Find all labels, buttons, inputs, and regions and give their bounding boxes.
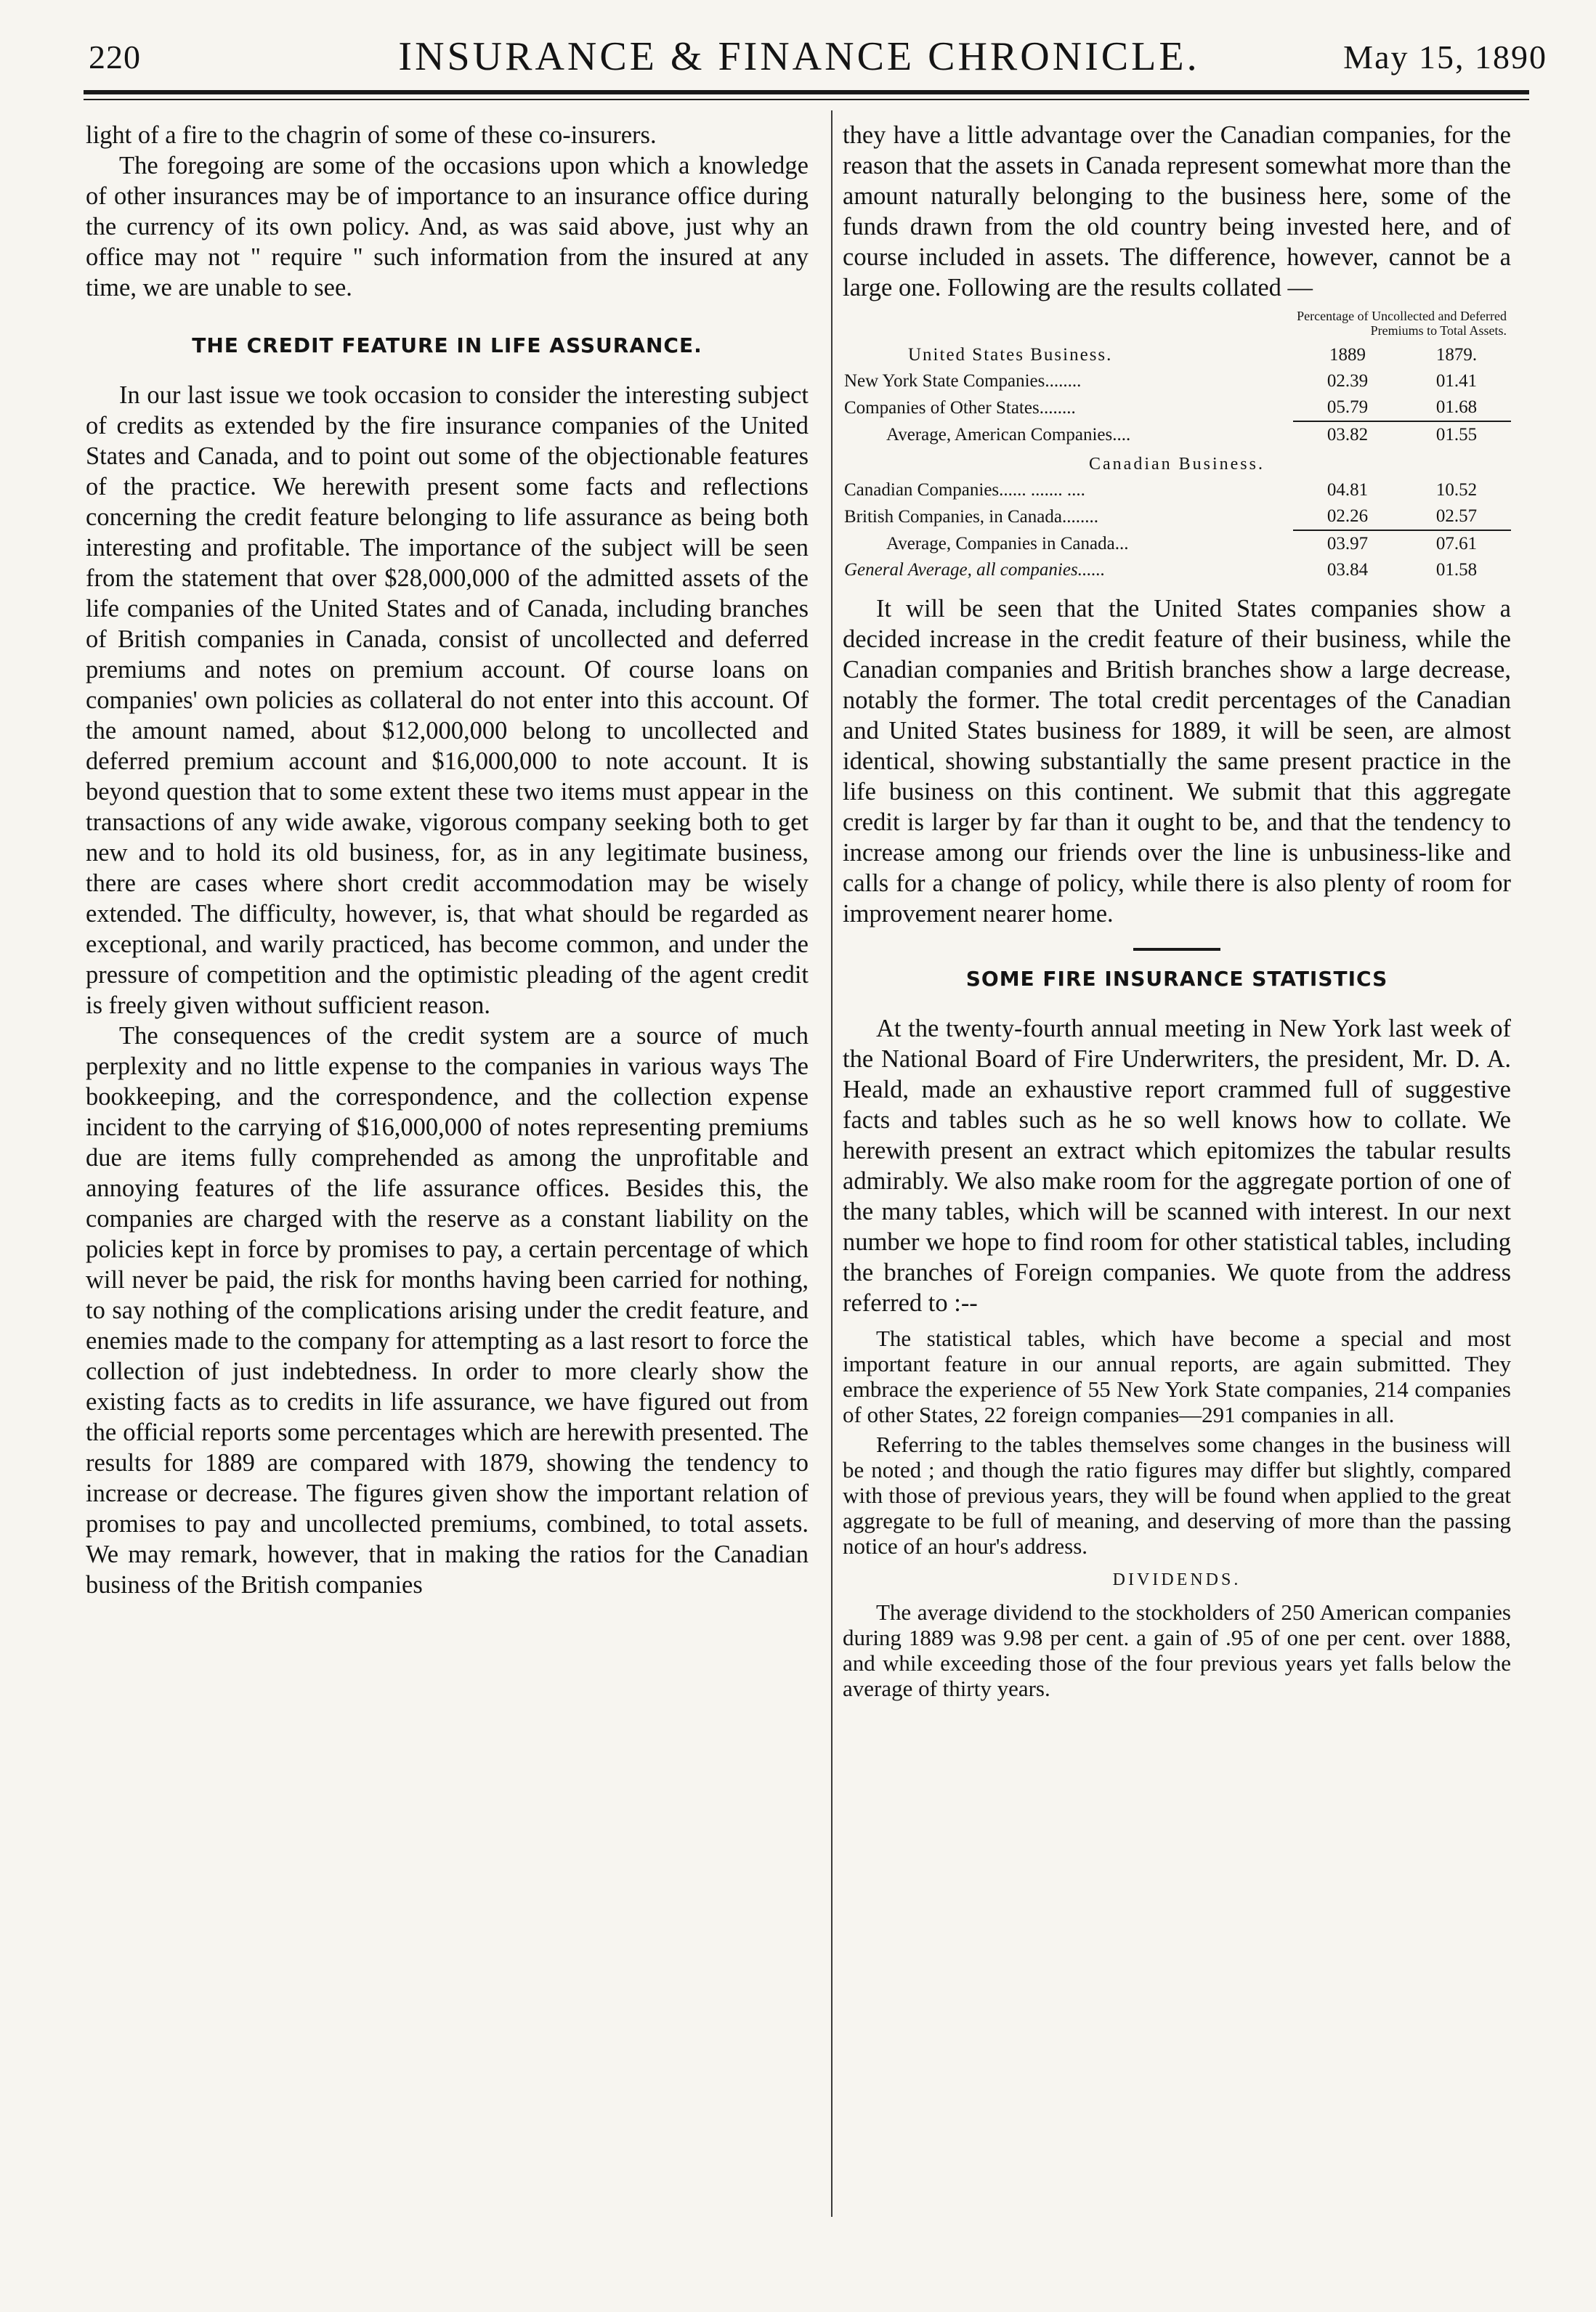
- paragraph: The average dividend to the stockholders of 250 American companies during 1889 was 9.98 per cent. a gain of .95 of one per cent. over 1888, and while exceeding those of the four previous years yet falls below the average of thirty years.: [843, 1599, 1511, 1701]
- right-column: [843, 120, 1511, 1701]
- section-rule: [1133, 948, 1220, 951]
- table-row: Average, American Companies.... 03.82 01.55: [843, 421, 1511, 448]
- paragraph: The foregoing are some of the occasions upon which a knowledge of other insurances may be of importance to an insurance office during the currency of its own policy. And, as was said above, just why an office may not " require " such information from the insured at any time, we are unable to see.: [86, 152, 809, 301]
- issue-date: May 15, 1890: [1343, 38, 1547, 76]
- table-row: British Companies, in Canada........ 02.26 02.57: [844, 506, 1478, 527]
- left-column: [86, 120, 809, 1600]
- column-divider: [831, 110, 833, 2217]
- credit-percentage-table: [843, 342, 1511, 583]
- dividends-subhead: DIVIDENDS.: [1112, 1570, 1241, 1589]
- paragraph: light of a fire to the chagrin of some of these co-insurers.: [86, 121, 657, 149]
- table-row: Canadian Companies...... ....... .... 04.81 10.52: [844, 480, 1478, 500]
- paragraph: The statistical tables, which have become a special and most important feature in our annual reports, are again submitted. They embrace the experience of 55 New York State companies, 214 companies of other States, 22 foreign companies—291 companies in all.: [843, 1326, 1511, 1427]
- article-heading-fire-statistics: SOME FIRE INSURANCE STATISTICS: [965, 967, 1388, 991]
- paragraph: Referring to the tables themselves some changes in the business will be noted ; and though the ratio figures may differ but slightly, compared with those of previous years, they will be found when applied to the great aggregate to be full of meaning, and deserving of more than the passing notice of an hour's address.: [843, 1432, 1511, 1559]
- header-rule-thin: [84, 99, 1529, 100]
- paragraph: It will be seen that the United States companies show a decided increase in the credit feature of their business, while the Canadian companies and British branches show a large decrease, notably the former. The total credit percentages of the Canadian and United States business for 1889, it will be seen, are almost identical, showing substantially the same present practice in the life business on this continent. We submit that this aggregate credit is larger by far than it ought to be, and that the tendency to increase among our friends over the line is unbusiness-like and calls for a change of policy, while there is also plenty of room for improvement nearer home.: [843, 595, 1511, 928]
- canadian-business-header: Canadian Business.: [1089, 455, 1265, 474]
- table-row: Average, Companies in Canada... 03.97 07.61: [843, 530, 1511, 557]
- table-row: General Average, all companies...... 03.84 01.58: [844, 560, 1478, 580]
- article-heading-credit-feature: THE CREDIT FEATURE IN LIFE ASSURANCE.: [192, 333, 702, 357]
- paragraph: The consequences of the credit system are a source of much perplexity and no little expense to the companies in various ways The bookkeeping, and the correspondence, and the collection expense incident to the carrying of $16,000,000 of notes representing premiums due are items fully comprehended as among the unprofitable and annoying features of the life assurance offices. Besides this, the companies are charged with the reserve as a constant liability on the policies kept in force by promises to pay, a certain percentage of which will never be paid, the risk for months having been carried for nothing, to say nothing of the complications arising under the credit feature, and enemies made to the company for attempting as a last resort to force the collection of just indebtedness. In order to more clearly show the existing facts as to credits in life assurance, we have figured out from the official reports some percentages which are herewith presented. The results for 1889 are compared with 1879, showing the tendency to increase or decrease. The figures given show the important relation of promises to pay and uncollected premiums, combined, to total assets. We may remark, however, that in making the ratios for the Canadian business of the British companies: [86, 1022, 809, 1599]
- page-header: [44, 34, 1555, 81]
- table-row: [843, 448, 1511, 477]
- paragraph: In our last issue we took occasion to consider the interesting subject of credits as extended by the fire insurance companies of the United States and Canada, and to point out some of the objectionable features of the practice. We herewith present some facts and reflections concerning the credit feature belonging to life assurance as being both interesting and profitable. The importance of the subject will be seen from the statement that over $28,000,000 of the admitted assets of the life companies of the United States and of Canada, including branches of British companies in Canada, consist of uncollected and deferred premiums and notes on premium account. Of course loans on companies' own policies as collateral do not enter into this account. Of the amount named, about $12,000,000 belong to uncollected and deferred premium account and $16,000,000 to note account. It is beyond question that to some extent these two items must appear in the transactions of any wide awake, vigorous company seeking both to get new and to hold its old business, for, as in any legitimate business, there are cases where short credit accommodation may be wisely extended. The difficulty, however, is, that what should be regarded as exceptional, and warily practiced, has become common, and under the pressure of competition and the optimistic pleading of the agent credit is freely given without sufficient reason.: [86, 381, 809, 1019]
- paragraph: they have a little advantage over the Canadian companies, for the reason that the assets in Canada represent somewhat more than the amount naturally belonging to the business here, some of the funds drawn from the old country being invested here, and of course included in assets. The difference, however, cannot be a large one. Following are the results collated —: [843, 121, 1511, 301]
- page-number: 220: [89, 38, 141, 76]
- header-rule-thick: [84, 90, 1529, 94]
- table-row: [843, 342, 1511, 368]
- table-row: Companies of Other States........ 05.79 01.68: [844, 397, 1478, 418]
- us-business-header: United States Business.: [908, 345, 1113, 365]
- quoted-address: [843, 1326, 1511, 1701]
- table-caption: Percentage of Uncollected and Deferred Premiums to Total Assets.: [1297, 309, 1507, 338]
- column-header-1879: 1879.: [1435, 345, 1478, 365]
- column-header-1889: 1889: [1329, 345, 1366, 365]
- table-row: New York State Companies........ 02.39 01.41: [844, 371, 1478, 391]
- publication-title: INSURANCE & FINANCE CHRONICLE.: [398, 34, 1200, 79]
- paragraph: At the twenty-fourth annual meeting in New York last week of the National Board of Fire Underwriters, the president, Mr. D. A. Heald, made an exhaustive report crammed full of suggestive facts and tables such as he so well knows how to collate. We herewith present an extract which epitomizes the tabular results admirably. We also make room for the aggregate portion of one of the many tables, which will be scanned with interest. In our next number we hope to find room for other statistical tables, including the branches of Foreign companies. We quote from the address referred to :--: [843, 1015, 1511, 1317]
